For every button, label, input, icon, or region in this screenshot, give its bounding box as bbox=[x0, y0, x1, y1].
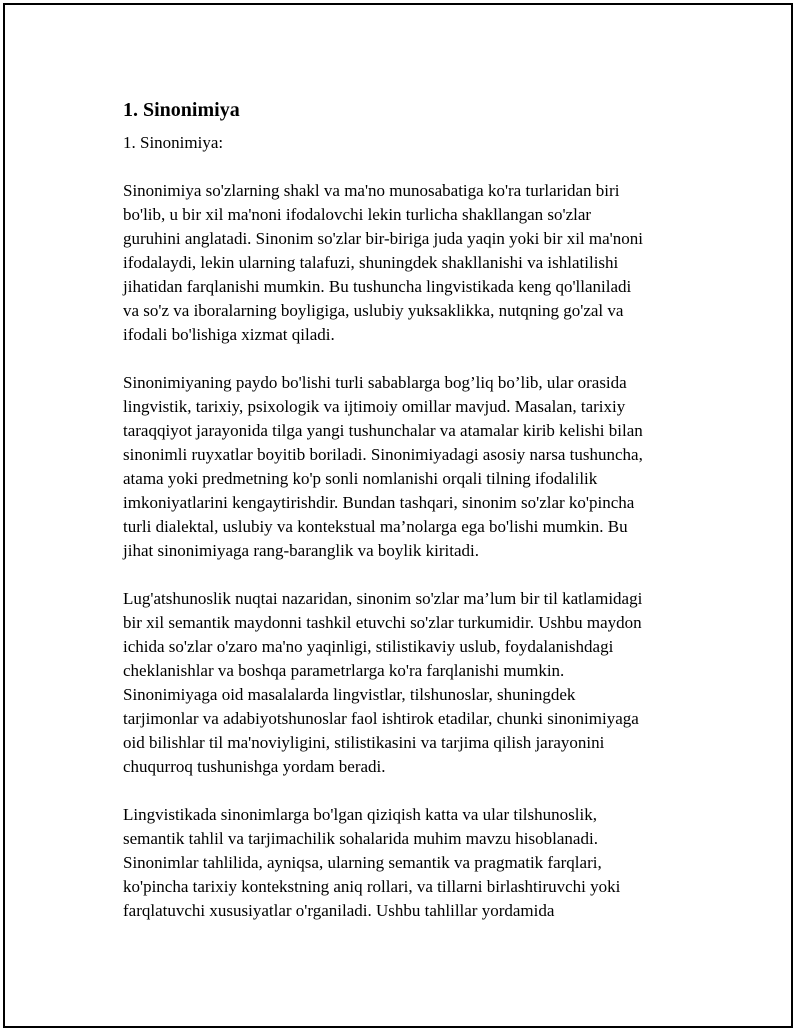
paragraph-2 bbox=[123, 371, 689, 563]
text-line: Lingvistikada sinonimlarga bo'lgan qiziqish katta va ular tilshunoslik, bbox=[123, 805, 597, 824]
text-line: jihat sinonimiyaga rang-baranglik va boylik kiritadi. bbox=[123, 541, 479, 560]
text-line: sinonimli ruyxatlar boyitib boriladi. Sinonimiyadagi asosiy narsa tushuncha, bbox=[123, 445, 643, 464]
section-subheading: 1. Sinonimiya: bbox=[123, 133, 224, 152]
text-line: Sinonimlar tahlilida, ayniqsa, ularning semantik va pragmatik farqlari, bbox=[123, 853, 602, 872]
text-line: imkoniyatlarini kengaytirishdir. Bundan tashqari, sinonim so'zlar ko'pincha bbox=[123, 493, 635, 512]
text-line: atama yoki predmetning ko'p sonli nomlanishi orqali tilning ifodalilik bbox=[123, 469, 598, 488]
text-line: farqlatuvchi xususiyatlar o'rganiladi. Ushbu tahlillar yordamida bbox=[123, 901, 555, 920]
text-line: semantik tahlil va tarjimachilik sohalarida muhim mavzu hisoblanadi. bbox=[123, 829, 598, 848]
text-line: Sinonimiya so'zlarning shakl va ma'no munosabatiga ko'ra turlaridan biri bbox=[123, 181, 620, 200]
paragraph-4 bbox=[123, 803, 689, 923]
text-line: taraqqiyot jarayonida tilga yangi tushunchalar va atamalar kirib kelishi bilan bbox=[123, 421, 643, 440]
text-line: cheklanishlar va boshqa parametrlarga ko'ra farqlanishi mumkin. bbox=[123, 661, 565, 680]
text-line: bo'lib, u bir xil ma'noni ifodalovchi lekin turlicha shakllangan so'zlar bbox=[123, 205, 592, 224]
text-line: bir xil semantik maydonni tashkil etuvchi so'zlar turkumidir. Ushbu maydon bbox=[123, 613, 642, 632]
text-line: guruhini anglatadi. Sinonim so'zlar bir-biriga juda yaqin yoki bir xil ma'noni bbox=[123, 229, 643, 248]
text-line: ko'pincha tarixiy kontekstning aniq rollari, va tillarni birlashtiruvchi yoki bbox=[123, 877, 621, 896]
text-line: ifodalaydi, lekin ularning talafuzi, shuningdek shakllanishi va ishlatilishi bbox=[123, 253, 619, 272]
paragraph-3 bbox=[123, 587, 689, 779]
text-line: jihatidan farqlanishi mumkin. Bu tushuncha lingvistikada keng qo'llaniladi bbox=[123, 277, 632, 296]
text-line: chuqurroq tushunishga yordam beradi. bbox=[123, 757, 386, 776]
text-line: oid bilishlar til ma'noviyligini, stilistikasini va tarjima qilish jarayonini bbox=[123, 733, 605, 752]
section-heading: 1. Sinonimiya bbox=[123, 99, 240, 121]
text-line: Lug'atshunoslik nuqtai nazaridan, sinonim so'zlar ma’lum bir til katlamidagi bbox=[123, 589, 643, 608]
text-line: ifodali bo'lishiga xizmat qiladi. bbox=[123, 325, 335, 344]
text-line: lingvistik, tarixiy, psixologik va ijtimoiy omillar mavjud. Masalan, tarixiy bbox=[123, 397, 626, 416]
page-frame bbox=[3, 3, 793, 1028]
text-line: Sinonimiyaning paydo bo'lishi turli sabablarga bog’liq bo’lib, ular orasida bbox=[123, 373, 627, 392]
text-line: Sinonimiyaga oid masalalarda lingvistlar, tilshunoslar, shuningdek bbox=[123, 685, 576, 704]
text-line: turli dialektal, uslubiy va kontekstual ma’nolarga ega bo'lishi mumkin. Bu bbox=[123, 517, 628, 536]
document-body bbox=[123, 95, 689, 947]
paragraph-1 bbox=[123, 179, 689, 347]
text-line: va so'z va iboralarning boyligiga, uslubiy yuksaklikka, nutqning go'zal va bbox=[123, 301, 624, 320]
text-line: ichida so'zlar o'zaro ma'no yaqinligi, stilistikaviy uslub, foydalanishdagi bbox=[123, 637, 614, 656]
text-line: tarjimonlar va adabiyotshunoslar faol ishtirok etadilar, chunki sinonimiyaga bbox=[123, 709, 639, 728]
